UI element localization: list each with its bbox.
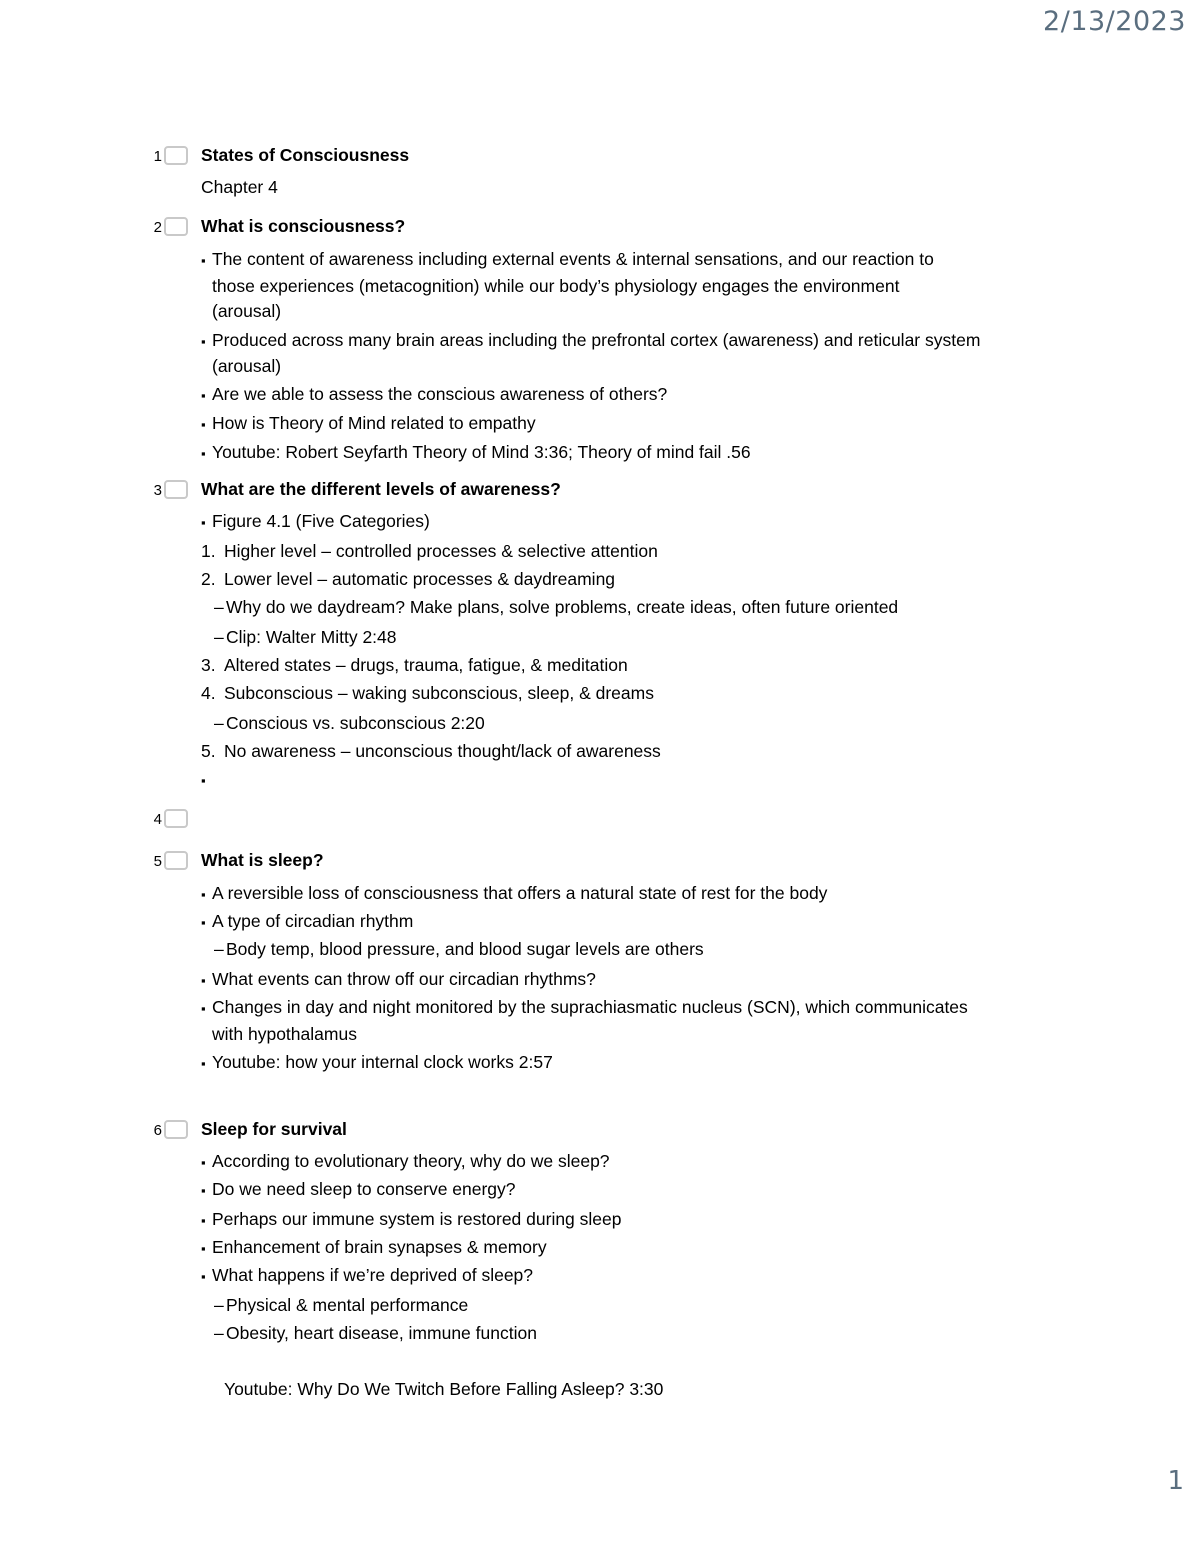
bullet-icon: ▪ — [201, 1183, 206, 1198]
numbered-item: 5. No awareness – unconscious thought/lack of awareness — [201, 741, 661, 761]
bullet-continuation: (arousal) — [212, 301, 282, 321]
slide-thumbnail-checkbox[interactable] — [164, 217, 188, 236]
slide-thumbnail-checkbox[interactable] — [164, 480, 188, 499]
bullet-icon: ▪ — [201, 417, 206, 432]
bullet-icon: ▪ — [201, 915, 206, 930]
sub-item: – Clip: Walter Mitty 2:48 — [214, 627, 397, 647]
sub-item: – Conscious vs. subconscious 2:20 — [214, 713, 485, 733]
bullet-continuation: with hypothalamus — [212, 1024, 357, 1044]
bullet-item: ▪ What happens if we’re deprived of sleep? — [201, 1263, 533, 1289]
slide-number: 4 — [153, 811, 162, 828]
slide-title: States of Consciousness — [201, 145, 410, 165]
bullet-item: ▪ Do we need sleep to conserve energy? — [201, 1177, 516, 1203]
bullet-icon: ▪ — [201, 887, 206, 902]
sub-item: – Physical & mental performance — [214, 1295, 469, 1315]
sub-item: – Body temp, blood pressure, and blood sugar levels are others — [214, 939, 704, 959]
bullet-item — [201, 767, 212, 793]
bullet-icon: ▪ — [201, 973, 206, 988]
slide-number: 1 — [153, 148, 162, 165]
bullet-item: ▪ Enhancement of brain synapses & memory — [201, 1235, 547, 1261]
slide-title: What are the different levels of awareness? — [201, 479, 561, 499]
slide-number: 5 — [153, 853, 162, 870]
bullet-icon: ▪ — [201, 1213, 206, 1228]
slide-thumbnail-checkbox[interactable] — [164, 809, 188, 828]
bullet-icon: ▪ — [201, 253, 206, 268]
print-date: 2/13/2023 — [1043, 6, 1186, 37]
bullet-continuation: those experiences (metacognition) while our body’s physiology engages the environment — [212, 276, 900, 296]
bullet-item: ▪ Are we able to assess the conscious awareness of others? — [201, 382, 667, 408]
bullet-icon: ▪ — [201, 1155, 206, 1170]
slide-title: What is sleep? — [201, 850, 324, 870]
sub-item: – Obesity, heart disease, immune function — [214, 1323, 537, 1343]
slide-number: 3 — [153, 482, 162, 499]
bullet-item: ▪ Figure 4.1 (Five Categories) — [201, 509, 430, 535]
numbered-item: 4. Subconscious – waking subconscious, sleep, & dreams — [201, 683, 654, 703]
bullet-icon: ▪ — [201, 1241, 206, 1256]
bullet-item: ▪ According to evolutionary theory, why do we sleep? — [201, 1149, 610, 1175]
bullet-icon: ▪ — [201, 446, 206, 461]
sub-item: – Why do we daydream? Make plans, solve problems, create ideas, often future oriented — [214, 597, 899, 617]
bullet-icon: ▪ — [201, 515, 206, 530]
bullet-item: ▪ A reversible loss of consciousness that offers a natural state of rest for the body — [201, 881, 827, 907]
slide-thumbnail-checkbox[interactable] — [164, 851, 188, 870]
bullet-icon: ▪ — [201, 334, 206, 349]
bullet-icon: ▪ — [201, 1001, 206, 1016]
page-number: 1 — [1167, 1466, 1184, 1496]
numbered-item: 1. Higher level – controlled processes & selective attention — [201, 541, 658, 561]
bullet-item: ▪ The content of awareness including external events & internal sensations, and our reaction to — [201, 247, 934, 273]
slide-notes: Youtube: Why Do We Twitch Before Falling Asleep? 3:30 — [224, 1379, 664, 1399]
bullet-icon: ▪ — [201, 1056, 206, 1071]
bullet-icon: ▪ — [201, 388, 206, 403]
bullet-item: ▪ Changes in day and night monitored by the suprachiasmatic nucleus (SCN), which communicates — [201, 995, 968, 1021]
bullet-item: ▪ Youtube: Robert Seyfarth Theory of Mind 3:36; Theory of mind fail .56 — [201, 440, 751, 466]
bullet-icon: ▪ — [201, 1269, 206, 1284]
slide-title: Sleep for survival — [201, 1119, 347, 1139]
numbered-item: 2. Lower level – automatic processes & daydreaming — [201, 569, 616, 589]
slide-number: 2 — [153, 219, 162, 236]
slide-title: What is consciousness? — [201, 216, 406, 236]
bullet-item: ▪ What events can throw off our circadian rhythms? — [201, 967, 596, 993]
numbered-item: 3. Altered states – drugs, trauma, fatigue, & meditation — [201, 655, 628, 675]
slide-thumbnail-checkbox[interactable] — [164, 146, 188, 165]
bullet-icon: ▪ — [201, 773, 206, 788]
bullet-item: ▪ Perhaps our immune system is restored during sleep — [201, 1207, 622, 1233]
bullet-item: ▪ A type of circadian rhythm — [201, 909, 413, 935]
bullet-item: ▪ Youtube: how your internal clock works 2:57 — [201, 1050, 553, 1076]
bullet-item: ▪ How is Theory of Mind related to empathy — [201, 411, 536, 437]
slide-subtitle: Chapter 4 — [201, 177, 278, 197]
slide-number: 6 — [153, 1122, 162, 1139]
bullet-continuation: (arousal) — [212, 356, 282, 376]
bullet-item: ▪ Produced across many brain areas including the prefrontal cortex (awareness) and reticular system — [201, 328, 980, 354]
slide-thumbnail-checkbox[interactable] — [164, 1120, 188, 1139]
